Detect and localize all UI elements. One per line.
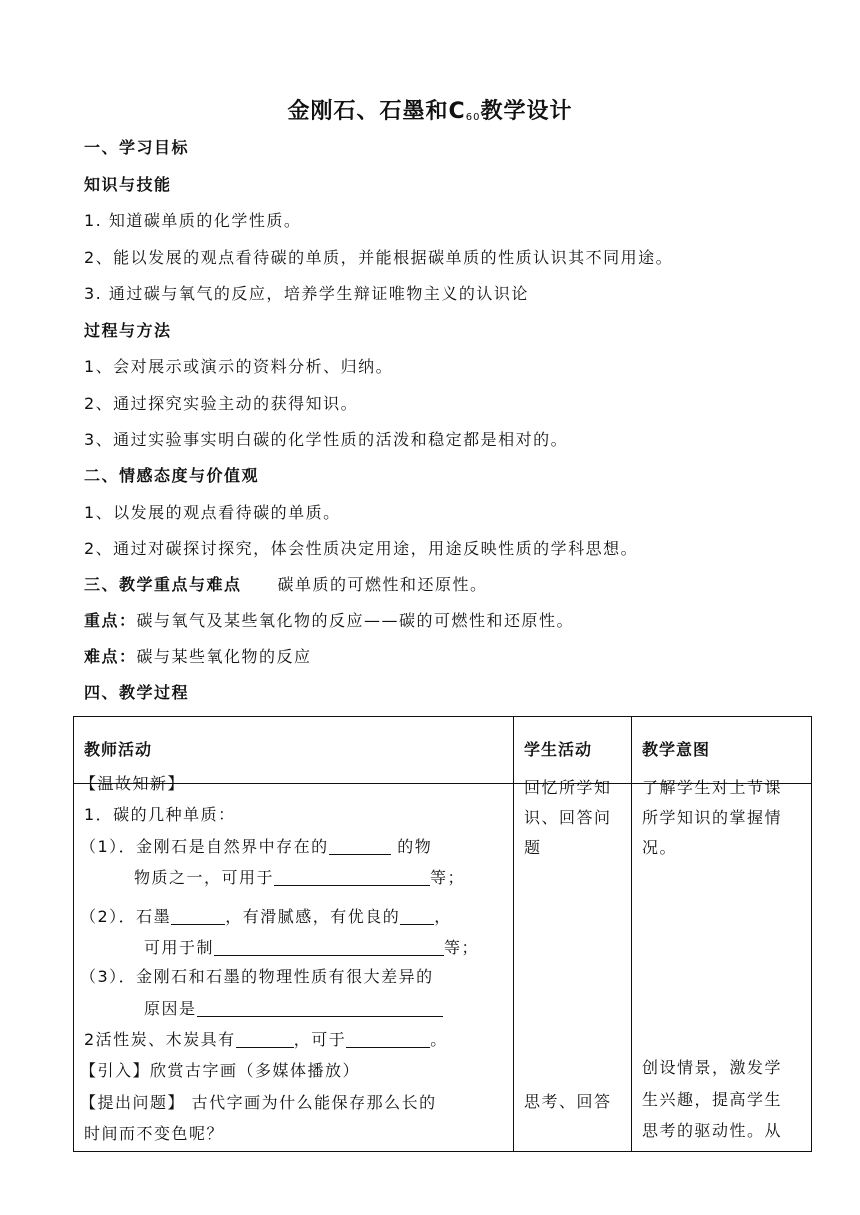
subheading-process: 过程与方法	[84, 321, 172, 340]
intent-line-2: 所学知识的掌握情	[642, 808, 783, 827]
keypoints-heading: 三、教学重点与难点	[84, 575, 242, 594]
student-line-1: 回忆所学知	[524, 778, 612, 797]
knowledge-item-3: 3. 通过碳与氧气的反应，培养学生辩证唯物主义的认识论	[84, 284, 529, 303]
teacher-line-graphite	[80, 906, 452, 928]
intent-line-3: 况。	[642, 838, 678, 857]
intent-line-5: 生兴趣，提高学生	[642, 1090, 783, 1109]
header-teaching-intent: 教学意图	[632, 717, 812, 784]
blank-line	[400, 908, 434, 925]
carbon-text: 2活性炭、木炭具有	[84, 1030, 236, 1049]
blank-line	[329, 838, 391, 855]
section-heading-keypoints	[84, 574, 488, 596]
process-item-2: 2、通过探究实验主动的获得知识。	[84, 394, 359, 413]
reason-text: 原因是	[144, 999, 197, 1018]
student-line-4: 思考、回答	[524, 1092, 612, 1111]
teacher-line-reason	[144, 998, 443, 1020]
teacher-line-question-2: 时间而不变色呢？	[84, 1124, 225, 1143]
blank-line	[346, 1031, 430, 1048]
keypoints-summary: 碳单质的可燃性和还原性。	[277, 575, 488, 594]
knowledge-item-1: 1. 知道碳单质的化学性质。	[84, 211, 302, 230]
document-title	[0, 94, 860, 125]
student-line-2: 识、回答问	[524, 808, 612, 827]
blank-line	[171, 908, 225, 925]
title-tail: 教学设计	[480, 99, 573, 124]
intent-line-6: 思考的驱动性。从	[642, 1121, 783, 1140]
teacher-line-review: 【温故知新】	[80, 774, 186, 793]
title-subscript: 60	[465, 112, 481, 123]
intent-line-1: 了解学生对上节课	[642, 778, 783, 797]
teacher-line-activated-carbon	[84, 1029, 448, 1051]
difficulty-label: 难点：	[84, 647, 137, 666]
graphite-text: （2）．石墨	[80, 907, 172, 926]
blank-line	[197, 1000, 443, 1017]
key-point-text: 碳与氧气及某些氧化物的反应——碳的可燃性和还原性。	[136, 611, 575, 630]
key-point-label: 重点：	[84, 611, 137, 630]
attitude-item-1: 1、以发展的观点看待碳的单质。	[84, 503, 341, 522]
blank-line	[214, 939, 444, 956]
teacher-line-intro: 【引入】欣赏古字画（多媒体播放）	[80, 1061, 361, 1080]
student-line-3: 题	[524, 838, 542, 857]
section-heading-objectives: 一、学习目标	[84, 138, 190, 157]
blank-line	[236, 1031, 294, 1048]
knowledge-item-2: 2、能以发展的观点看待碳的单质，并能根据碳单质的性质认识其不同用途。	[84, 248, 674, 267]
teacher-line-question: 【提出问题】 古代字画为什么能保存那么长的	[80, 1093, 437, 1112]
teacher-line-difference: （3）．金刚石和石墨的物理性质有很大差异的	[80, 967, 434, 986]
graphite-use-text: 可用于制	[144, 938, 215, 957]
blank-line	[274, 869, 430, 886]
diamond-text: （1）．金刚石是自然界中存在的	[80, 837, 329, 856]
teacher-line-diamond	[80, 836, 432, 858]
graphite-text-mid: ，有滑腻感，有优良的	[225, 907, 401, 926]
diamond-use-text: 物质之一，可用于	[134, 868, 275, 887]
intent-line-4: 创设情景，激发学	[642, 1058, 783, 1077]
title-main: 金刚石、石墨和C	[287, 99, 466, 124]
teacher-line-carbon-forms: 1．碳的几种单质：	[84, 805, 236, 824]
diamond-use-tail: 等；	[430, 868, 466, 887]
difficulty-text: 碳与某些氧化物的反应	[136, 647, 312, 666]
section-heading-process: 四、教学过程	[84, 683, 190, 702]
graphite-text-tail: ，	[434, 907, 452, 926]
attitude-item-2: 2、通过对碳探讨探究，体会性质决定用途，用途反映性质的学科思想。	[84, 539, 639, 558]
process-item-3: 3、通过实验事实明白碳的化学性质的活泼和稳定都是相对的。	[84, 430, 569, 449]
carbon-text-mid: ，可于	[293, 1030, 347, 1049]
key-point-line	[84, 610, 574, 632]
carbon-text-tail: 。	[430, 1030, 448, 1049]
header-teacher-activity: 教师活动	[74, 717, 514, 784]
section-heading-attitude: 二、情感态度与价值观	[84, 466, 260, 485]
process-item-1: 1、会对展示或演示的资料分析、归纳。	[84, 357, 394, 376]
diamond-text-tail: 的物	[390, 837, 433, 856]
graphite-use-tail: 等；	[444, 938, 480, 957]
header-student-activity: 学生活动	[514, 717, 632, 784]
subheading-knowledge: 知识与技能	[84, 175, 172, 194]
teacher-line-diamond-use	[134, 867, 465, 889]
teacher-line-graphite-use	[144, 937, 479, 959]
difficulty-line	[84, 646, 312, 668]
